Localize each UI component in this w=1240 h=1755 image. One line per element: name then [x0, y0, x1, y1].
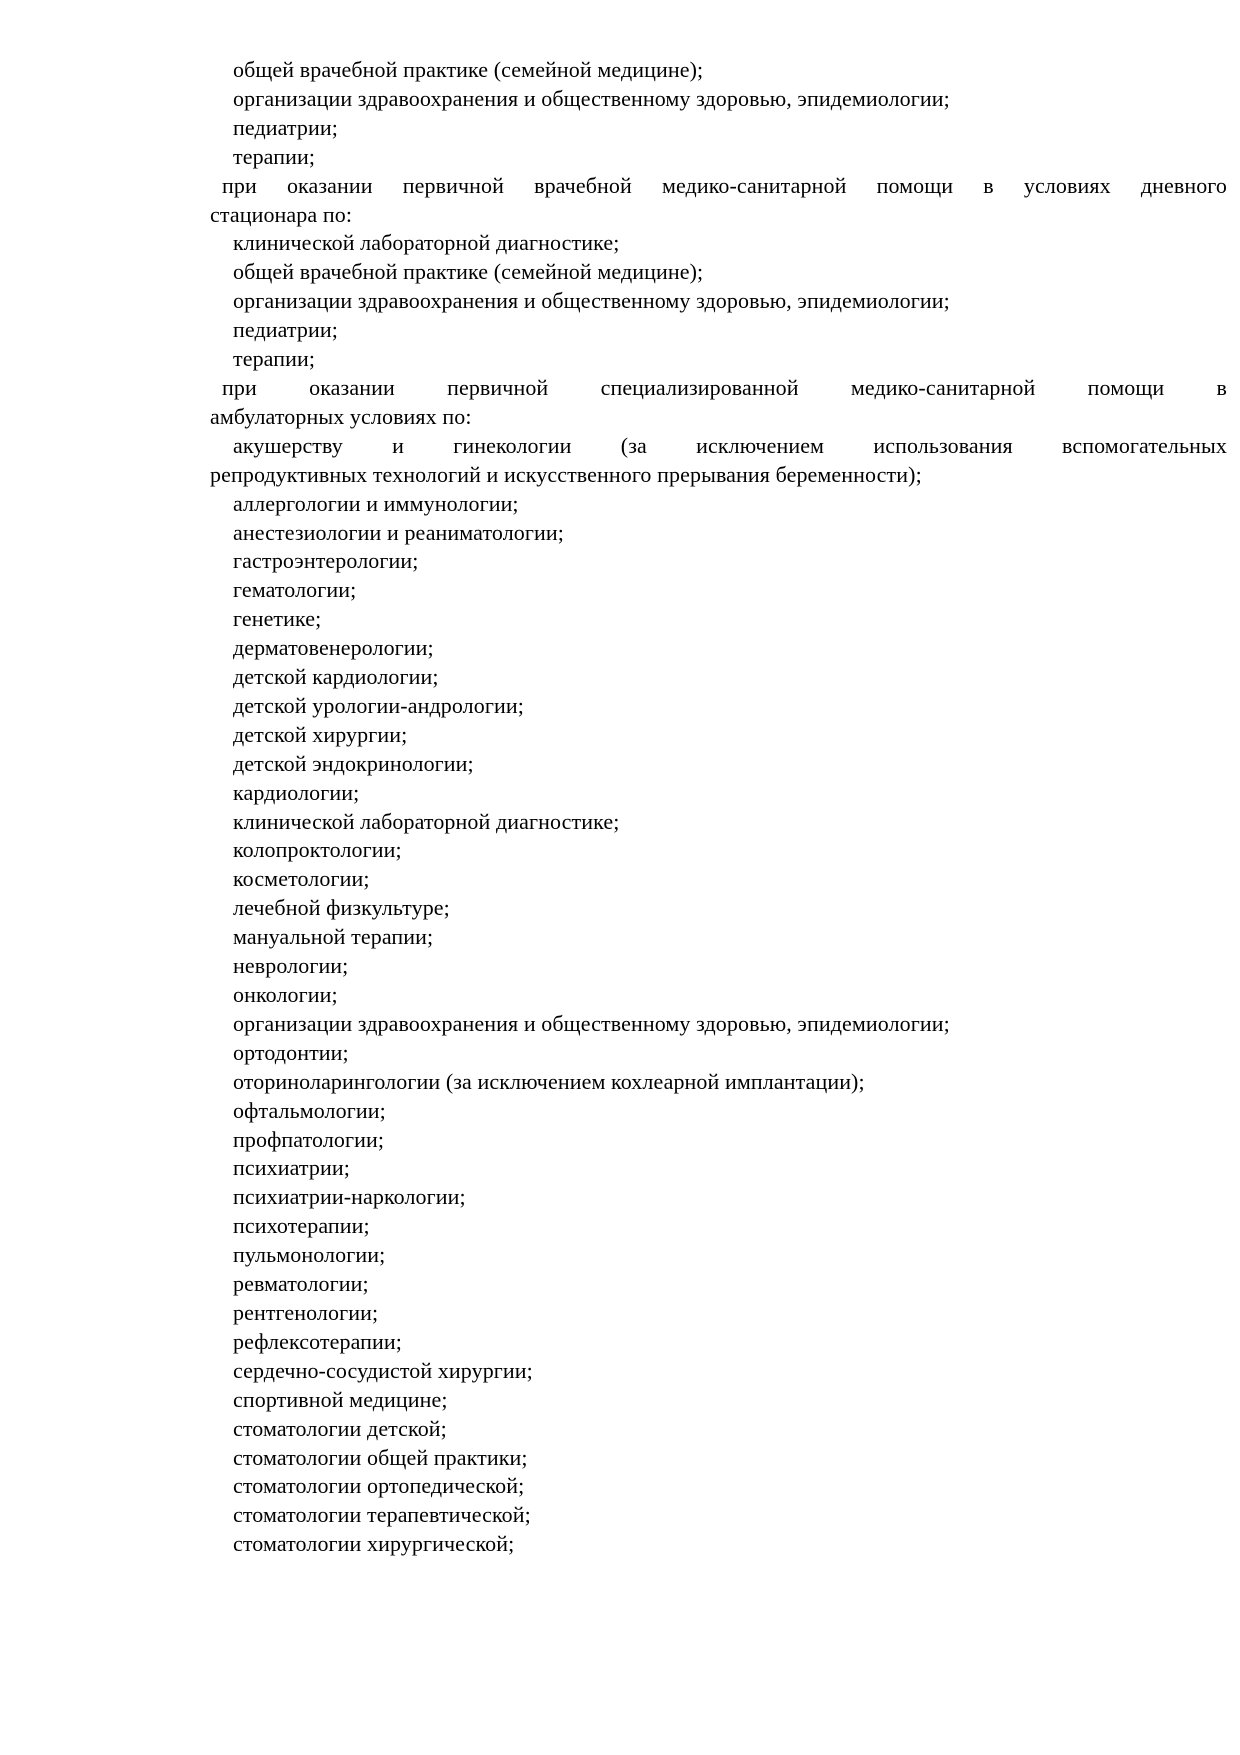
- specialty-item-paragraph: [210, 894, 1227, 923]
- specialty-line: детской урологии-андрологии;: [233, 692, 524, 718]
- specialty-line: дерматовенерологии;: [233, 635, 434, 661]
- specialty-line: клинической лабораторной диагностике;: [233, 230, 620, 256]
- specialty-line: офтальмологии;: [233, 1097, 386, 1123]
- specialty-item-paragraph: [210, 345, 1227, 374]
- specialty-item-paragraph: [210, 547, 1227, 576]
- specialty-item-paragraph: [210, 1068, 1227, 1097]
- care-condition-intro-line: при оказании первичной врачебной медико-санитарной помощи в условиях дневного: [222, 172, 1227, 198]
- specialty-line: стоматологии детской;: [233, 1415, 447, 1441]
- specialty-line: спортивной медицине;: [233, 1386, 448, 1412]
- specialty-line: репродуктивных технологий и искусственного прерывания беременности);: [210, 461, 922, 487]
- specialty-line: оториноларингологии (за исключением кохлеарной имплантации);: [233, 1068, 865, 1094]
- care-condition-intro-line: при оказании первичной специализированной медико-санитарной помощи в: [222, 374, 1227, 400]
- license-specialties-text-block: [210, 56, 1227, 1559]
- specialty-line: клинической лабораторной диагностике;: [233, 808, 620, 834]
- specialty-item-paragraph: [210, 923, 1227, 952]
- specialty-item-paragraph: [210, 1241, 1227, 1270]
- specialty-item-paragraph: [210, 1501, 1227, 1530]
- care-condition-intro-paragraph: [210, 172, 1227, 230]
- specialty-item-paragraph: [210, 432, 1227, 490]
- specialty-line: педиатрии;: [233, 114, 338, 140]
- specialty-line: организации здравоохранения и общественному здоровью, эпидемиологии;: [233, 288, 950, 314]
- specialty-line: гастроэнтерологии;: [233, 548, 419, 574]
- specialty-item-paragraph: [210, 1039, 1227, 1068]
- care-condition-intro-line: амбулаторных условиях по:: [210, 403, 472, 429]
- specialty-item-paragraph: [210, 779, 1227, 808]
- specialty-line: акушерству и гинекологии (за исключением использования вспомогательных: [233, 432, 1227, 458]
- specialty-item-paragraph: [210, 836, 1227, 865]
- specialty-line: терапии;: [233, 143, 316, 169]
- specialty-line: сердечно-сосудистой хирургии;: [233, 1357, 533, 1383]
- care-condition-intro-paragraph: [210, 374, 1227, 432]
- specialty-item-paragraph: [210, 952, 1227, 981]
- specialty-line: косметологии;: [233, 866, 370, 892]
- specialty-line: психиатрии;: [233, 1155, 350, 1181]
- specialty-item-paragraph: [210, 143, 1227, 172]
- specialty-item-paragraph: [210, 287, 1227, 316]
- specialty-item-paragraph: [210, 1328, 1227, 1357]
- specialty-item-paragraph: [210, 1299, 1227, 1328]
- specialty-item-paragraph: [210, 229, 1227, 258]
- specialty-line: аллергологии и иммунологии;: [233, 490, 519, 516]
- specialty-item-paragraph: [210, 663, 1227, 692]
- specialty-line: детской кардиологии;: [233, 664, 439, 690]
- specialty-line: неврологии;: [233, 953, 349, 979]
- specialty-item-paragraph: [210, 1126, 1227, 1155]
- specialty-item-paragraph: [210, 692, 1227, 721]
- specialty-line: онкологии;: [233, 982, 338, 1007]
- specialty-item-paragraph: [210, 605, 1227, 634]
- specialty-item-paragraph: [210, 865, 1227, 894]
- specialty-line: рентгенологии;: [233, 1299, 379, 1325]
- specialty-item-paragraph: [210, 1415, 1227, 1444]
- specialty-item-paragraph: [210, 519, 1227, 548]
- specialty-line: стоматологии ортопедической;: [233, 1473, 525, 1499]
- specialty-line: ревматологии;: [233, 1271, 369, 1297]
- specialty-line: рефлексотерапии;: [233, 1328, 402, 1354]
- specialty-line: организации здравоохранения и общественному здоровью, эпидемиологии;: [233, 85, 950, 111]
- specialty-line: стоматологии общей практики;: [233, 1444, 528, 1470]
- specialty-item-paragraph: [210, 114, 1227, 143]
- specialty-item-paragraph: [210, 750, 1227, 779]
- specialty-item-paragraph: [210, 258, 1227, 287]
- specialty-item-paragraph: [210, 1010, 1227, 1039]
- specialty-item-paragraph: [210, 1357, 1227, 1386]
- specialty-item-paragraph: [210, 316, 1227, 345]
- specialty-item-paragraph: [210, 1530, 1227, 1559]
- specialty-line: детской хирургии;: [233, 721, 408, 747]
- specialty-item-paragraph: [210, 1444, 1227, 1473]
- specialty-line: детской эндокринологии;: [233, 750, 474, 776]
- specialty-item-paragraph: [210, 1270, 1227, 1299]
- specialty-item-paragraph: [210, 1472, 1227, 1501]
- care-condition-intro-line: стационара по:: [210, 201, 353, 227]
- specialty-line: кардиологии;: [233, 779, 360, 805]
- specialty-line: психиатрии-наркологии;: [233, 1184, 466, 1210]
- specialty-line: психотерапии;: [233, 1213, 370, 1239]
- specialty-line: организации здравоохранения и общественному здоровью, эпидемиологии;: [233, 1010, 950, 1036]
- specialty-line: терапии;: [233, 346, 316, 372]
- specialty-line: гематологии;: [233, 577, 357, 603]
- specialty-line: мануальной терапии;: [233, 924, 434, 950]
- specialty-item-paragraph: [210, 721, 1227, 750]
- specialty-item-paragraph: [210, 490, 1227, 519]
- specialty-item-paragraph: [210, 808, 1227, 837]
- specialty-line: педиатрии;: [233, 317, 338, 343]
- specialty-line: стоматологии хирургической;: [233, 1531, 515, 1557]
- specialty-item-paragraph: [210, 1183, 1227, 1212]
- specialty-line: колопроктологии;: [233, 837, 402, 863]
- specialty-line: анестезиологии и реаниматологии;: [233, 519, 564, 545]
- specialty-item-paragraph: [210, 981, 1227, 1010]
- specialty-line: общей врачебной практике (семейной медицине);: [233, 57, 704, 82]
- specialty-item-paragraph: [210, 1212, 1227, 1241]
- specialty-line: ортодонтии;: [233, 1039, 349, 1065]
- specialty-item-paragraph: [210, 85, 1227, 114]
- specialty-item-paragraph: [210, 56, 1227, 85]
- specialty-line: профпатологии;: [233, 1126, 385, 1152]
- specialty-item-paragraph: [210, 1386, 1227, 1415]
- specialty-line: пульмонологии;: [233, 1242, 386, 1268]
- specialty-line: генетике;: [233, 606, 322, 632]
- specialty-line: общей врачебной практике (семейной медицине);: [233, 259, 704, 285]
- specialty-item-paragraph: [210, 1154, 1227, 1183]
- specialty-item-paragraph: [210, 634, 1227, 663]
- specialty-item-paragraph: [210, 1097, 1227, 1126]
- specialty-line: лечебной физкультуре;: [233, 895, 450, 921]
- specialty-item-paragraph: [210, 576, 1227, 605]
- specialty-line: стоматологии терапевтической;: [233, 1502, 531, 1528]
